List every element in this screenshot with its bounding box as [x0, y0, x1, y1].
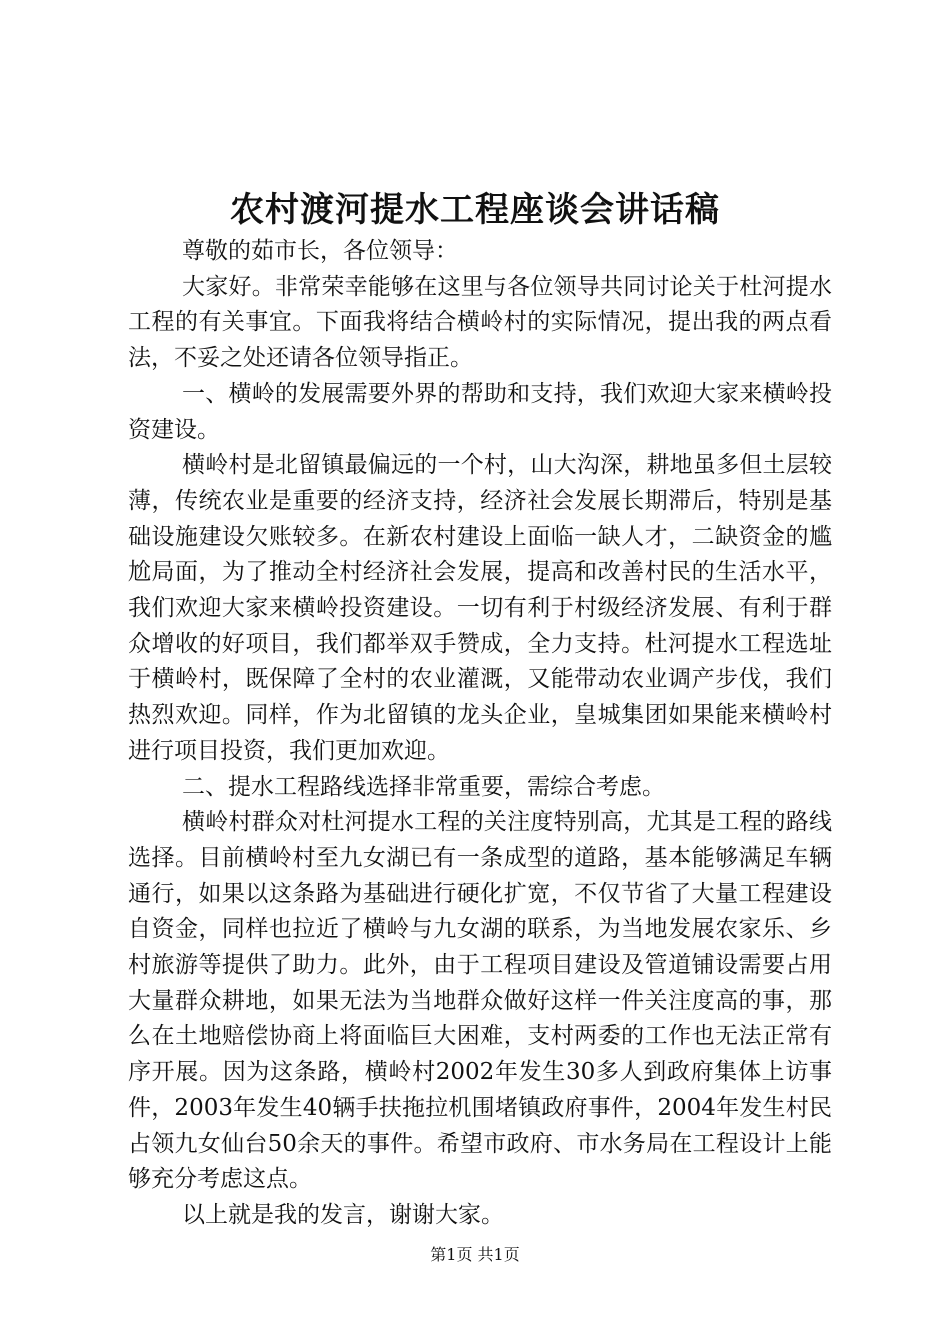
- salutation: 尊敬的茹市长，各位领导：: [182, 238, 459, 264]
- section-heading-2: 二、提水工程路线选择非常重要，需综合考虑。: [182, 773, 666, 800]
- document-title: 农村渡河提水工程座谈会讲话稿: [230, 190, 720, 230]
- paragraph-greeting: 大家好。非常荣幸能够在这里与各位领导共同讨论关于杜河提水工程的有关事宜。下面我将结合横岭村的实际情况，提出我的两点看法，不妥之处还请各位领导指正。: [128, 273, 832, 372]
- document-body: [128, 234, 832, 1234]
- section-heading-1: 一、横岭的发展需要外界的帮助和支持，我们欢迎大家来横岭投资建设。: [128, 380, 832, 443]
- closing-paragraph: 以上就是我的发言，谢谢大家。: [182, 1201, 505, 1228]
- paragraph-section-2: 横岭村群众对杜河提水工程的关注度特别高，尤其是工程的路线选择。目前横岭村至九女湖已有一条成型的道路，基本能够满足车辆通行，如果以这条路为基础进行硬化扩宽，不仅节省了大量工程建设自资金，同样也拉近了横岭与九女湖的联系，为当地发展农家乐、乡村旅游等提供了助力。此外，由于工程项目建设及管道铺设需要占用大量群众耕地，如果无法为当地群众做好这样一件关注度高的事，那么在土地赔偿协商上将面临巨大困难，支村两委的工作也无法正常有序开展。因为这条路，横岭村2002年发生30多人到政府集体上访事件，2003年发生40辆手扶拖拉机围堵镇政府事件，2004年发生村民占领九女仙台50余天的事件。希望市政府、市水务局在工程设计上能够充分考虑这点。: [128, 809, 832, 1193]
- paragraph-section-1: 横岭村是北留镇最偏远的一个村，山大沟深，耕地虽多但土层较薄，传统农业是重要的经济支持，经济社会发展长期滞后，特别是基础设施建设欠账较多。在新农村建设上面临一缺人才，二缺资金的尴尬局面，为了推动全村经济社会发展，提高和改善村民的生活水平，我们欢迎大家来横岭投资建设。一切有利于村级经济发展、有利于群众增收的好项目，我们都举双手赞成，全力支持。杜河提水工程选址于横岭村，既保障了全村的农业灌溉，又能带动农业调产步伐，我们热烈欢迎。同样，作为北留镇的龙头企业，皇城集团如果能来横岭村进行项目投资，我们更加欢迎。: [128, 452, 832, 764]
- page-footer: 第1页 共1页: [430, 1245, 520, 1264]
